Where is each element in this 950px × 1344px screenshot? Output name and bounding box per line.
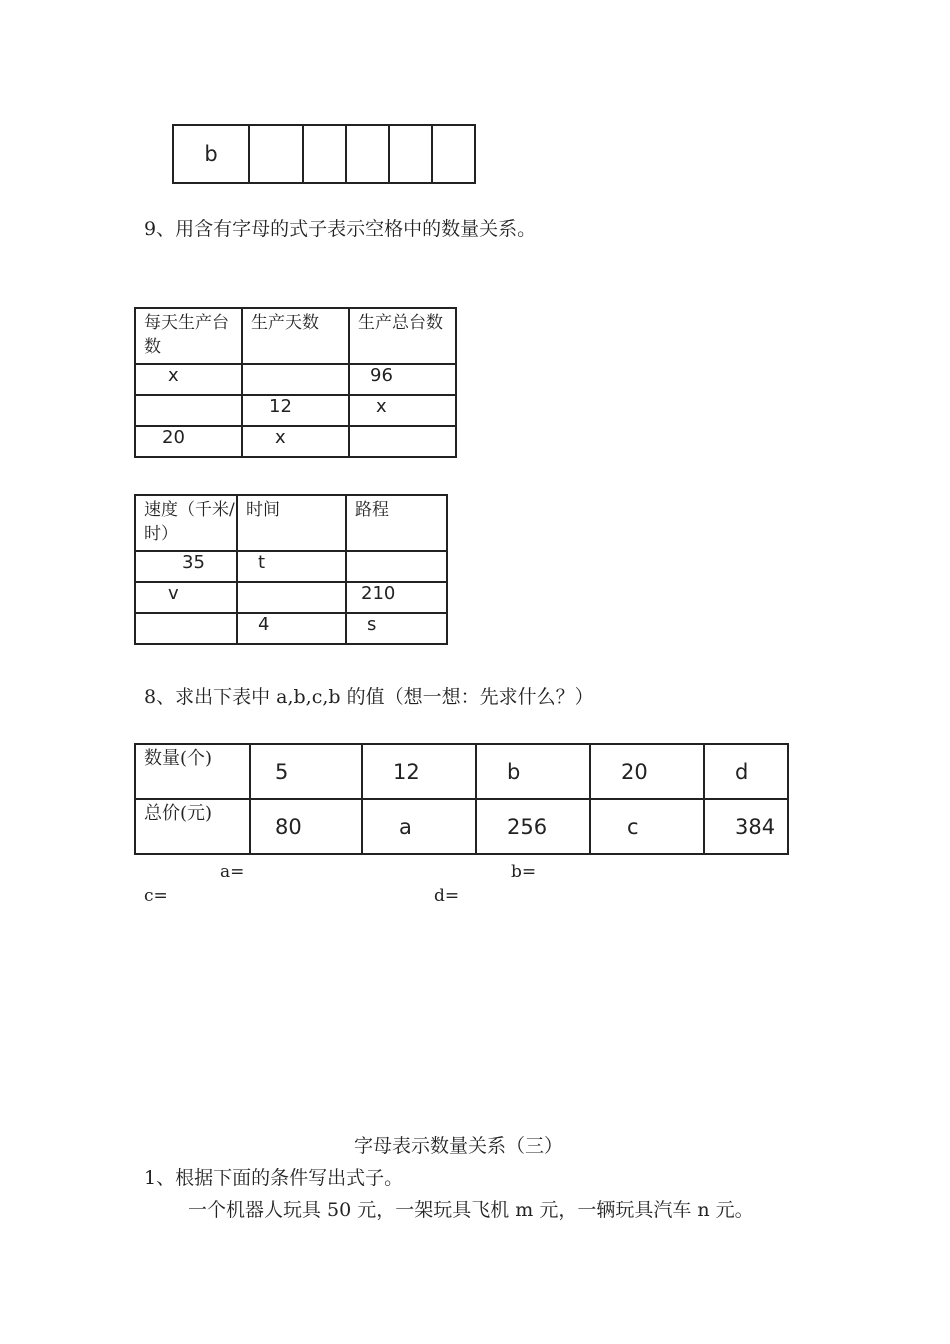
production-cell [349,426,456,457]
quantity-label: 数量(个) [135,744,250,799]
travel-cell: s [346,613,447,644]
production-header-daily: 每天生产台数 [135,308,242,364]
top-cell-2 [249,125,303,183]
travel-header-distance: 路程 [346,495,447,551]
price-table [134,743,789,855]
top-cell-3 [303,125,346,183]
travel-header-speed: 速度（千米/时） [135,495,237,551]
answer-c: c= [144,886,168,906]
top-cell-6 [432,125,475,183]
travel-cell [346,551,447,582]
production-table [134,307,457,458]
price-cell: c [590,799,704,854]
travel-cell: 4 [237,613,346,644]
production-cell [135,395,242,426]
quantity-cell: d [704,744,788,799]
production-cell: 96 [349,364,456,395]
section-question-1-text: 一个机器人玩具 50 元，一架玩具飞机 m 元，一辆玩具汽车 n 元。 [188,1199,754,1221]
travel-cell: v [135,582,237,613]
production-header-total: 生产总台数 [349,308,456,364]
quantity-cell: b [476,744,590,799]
top-cell-1: b [173,125,249,183]
answer-b: b= [511,862,537,882]
top-cell-4 [346,125,389,183]
quantity-cell: 20 [590,744,704,799]
production-cell: x [349,395,456,426]
production-header-days: 生产天数 [242,308,349,364]
travel-header-time: 时间 [237,495,346,551]
answer-d: d= [434,886,460,906]
question-8-title: 8、求出下表中 a,b,c,b 的值（想一想：先求什么？） [144,686,594,708]
travel-cell: t [237,551,346,582]
production-cell: x [135,364,242,395]
travel-cell [135,613,237,644]
total-price-label: 总价(元) [135,799,250,854]
travel-table [134,494,448,645]
production-cell: x [242,426,349,457]
price-cell: 384 [704,799,788,854]
question-9-title: 9、用含有字母的式子表示空格中的数量关系。 [144,218,537,240]
quantity-cell: 12 [362,744,476,799]
answer-a: a= [220,862,245,882]
quantity-cell: 5 [250,744,362,799]
price-cell: 80 [250,799,362,854]
section-title: 字母表示数量关系（三） [354,1135,564,1157]
travel-cell: 35 [135,551,237,582]
production-cell [242,364,349,395]
travel-cell [237,582,346,613]
price-cell: 256 [476,799,590,854]
section-question-1: 1、根据下面的条件写出式子。 [144,1167,404,1189]
production-cell: 20 [135,426,242,457]
production-cell: 12 [242,395,349,426]
top-letter-table [172,124,476,184]
travel-cell: 210 [346,582,447,613]
top-cell-5 [389,125,432,183]
price-cell: a [362,799,476,854]
